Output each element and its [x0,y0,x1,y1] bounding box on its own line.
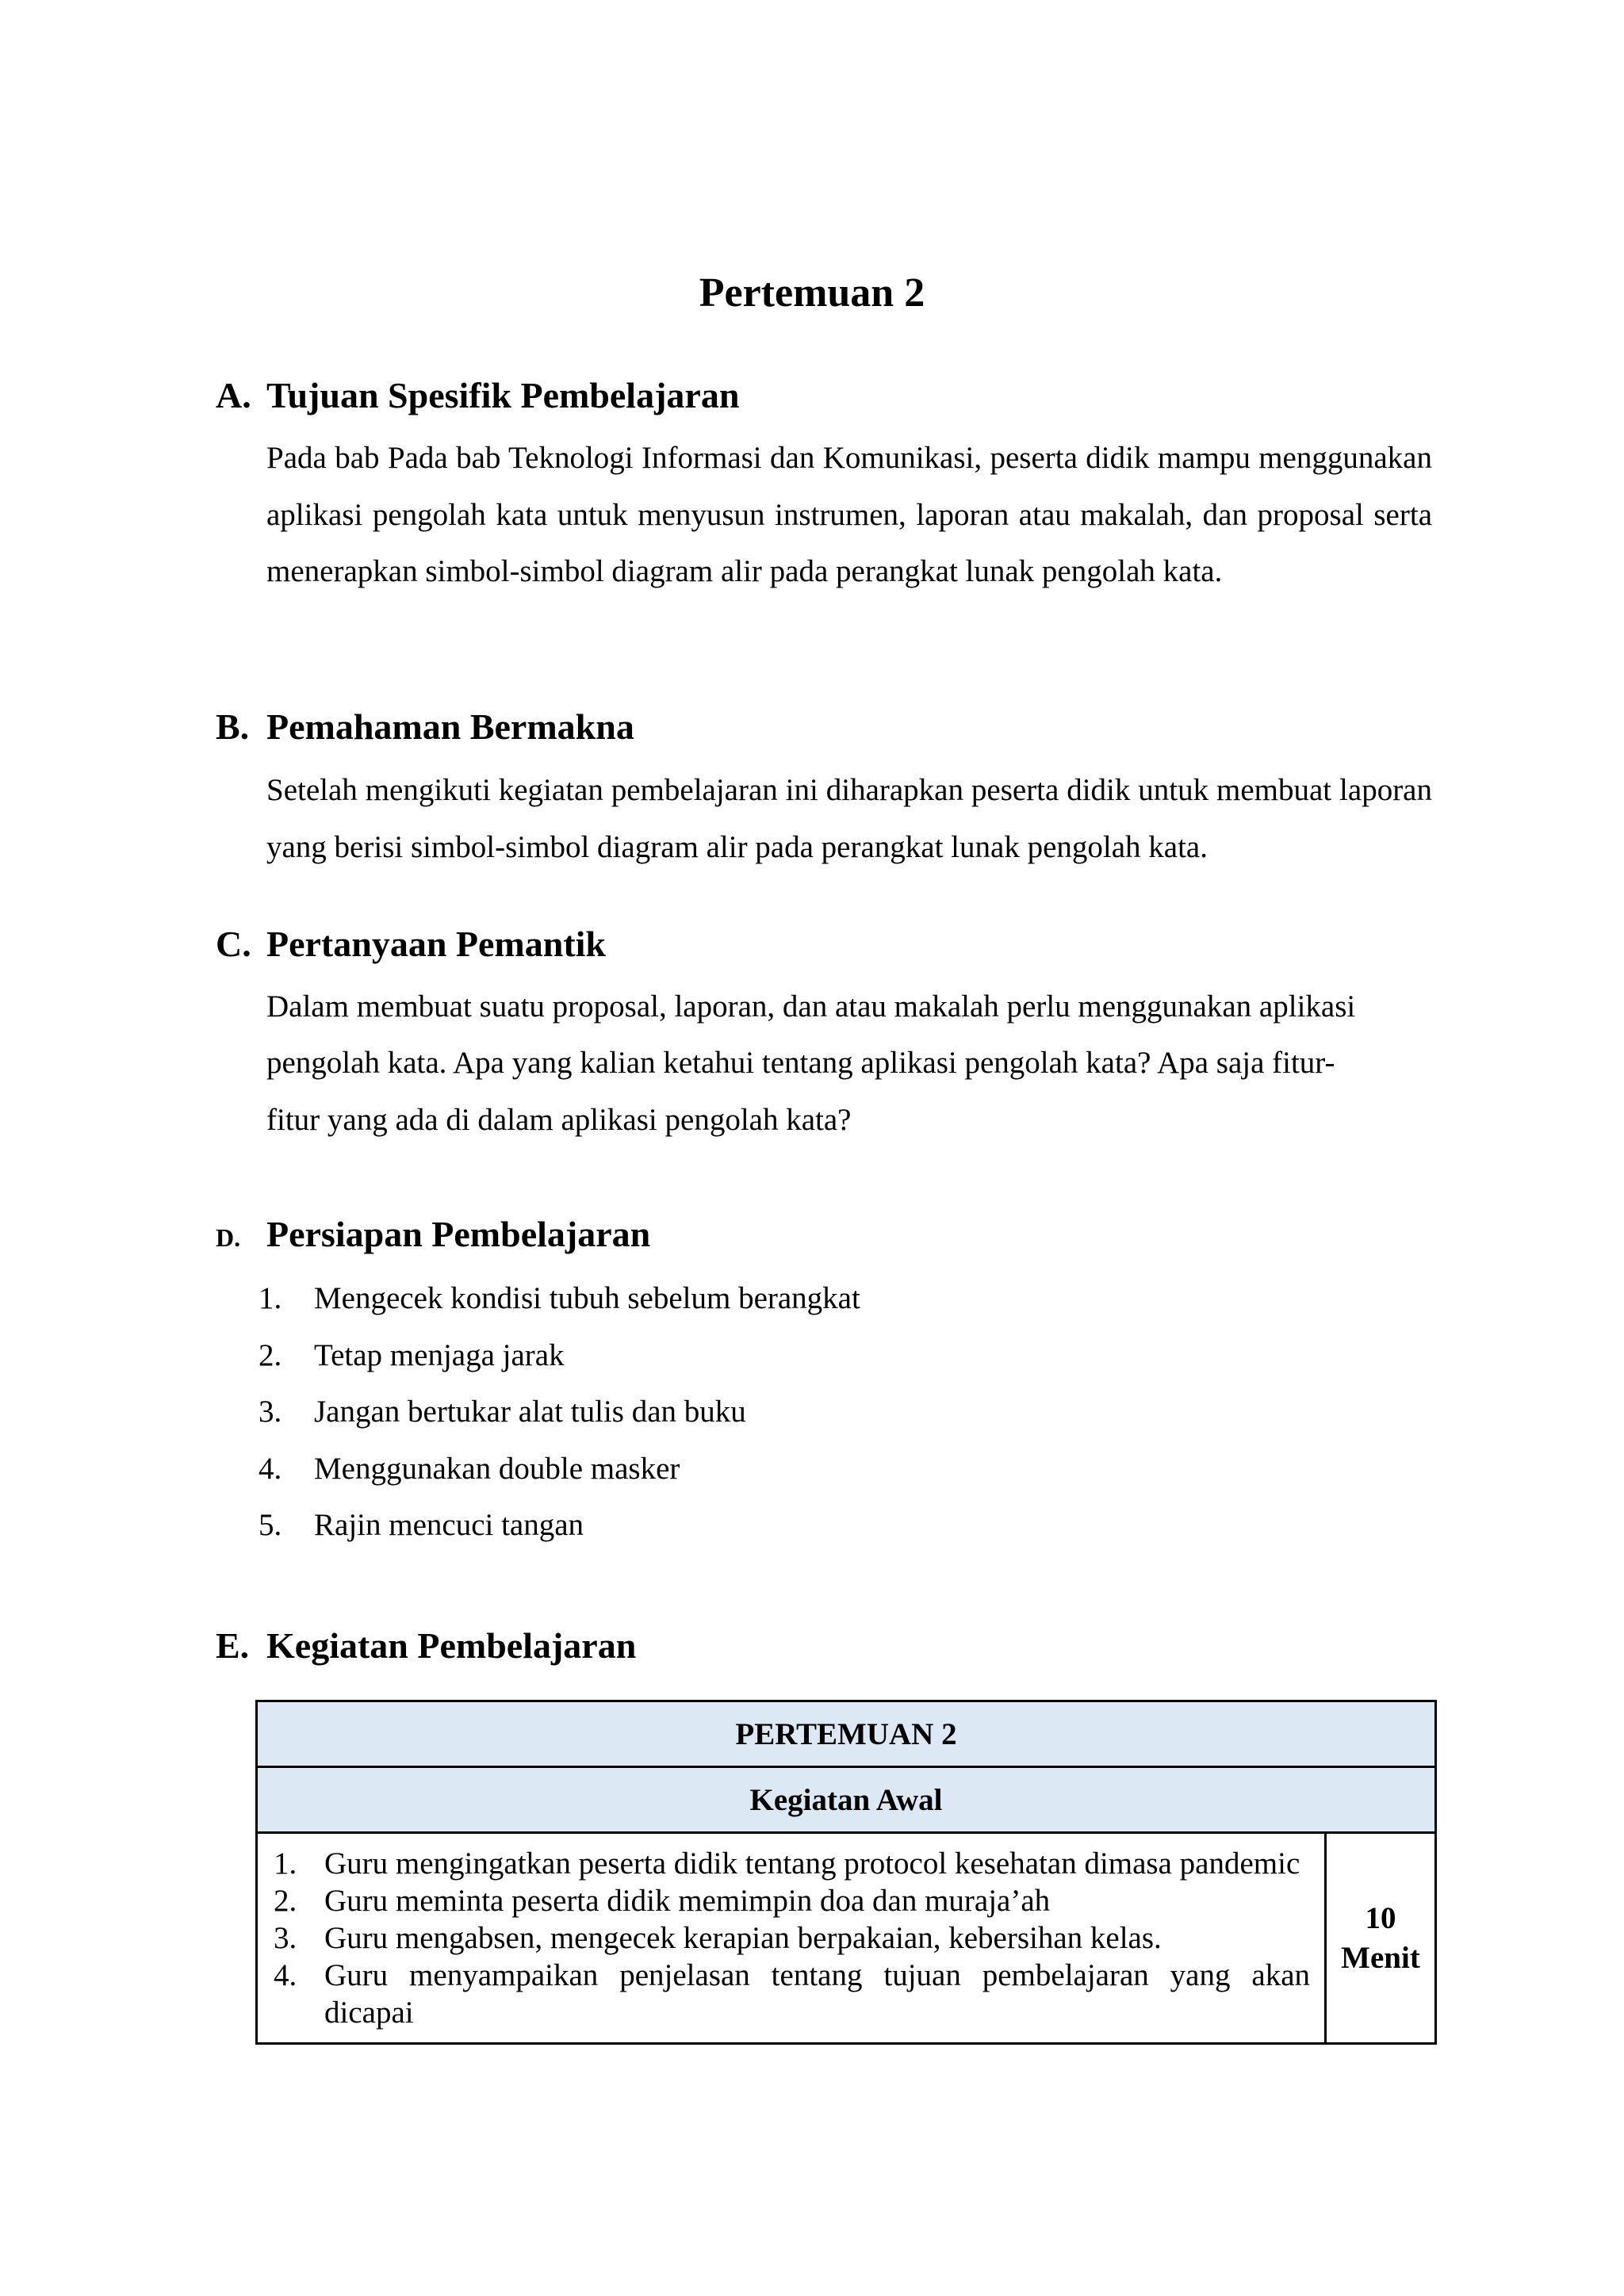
list-item: 2. Tetap menjaga jarak [259,1337,565,1372]
section-a-heading [216,374,739,416]
section-b-text: Setelah mengikuti kegiatan pembelajaran ini diharapkan peserta didik untuk membuat laporan yang berisi simbol-simbol diagram alir pada perangkat lunak pengolah kata. [266,773,1432,864]
duration-unit: Menit [1341,1940,1420,1975]
duration-cell [1326,1833,1436,2044]
section-a-letter: A. [216,375,251,415]
section-e-title: Kegiatan Pembelajaran [266,1625,637,1666]
section-a-title: Tujuan Spesifik Pembelajaran [266,375,740,415]
page-title: Pertemuan 2 [699,270,925,316]
section-d-letter: D. [216,1223,241,1252]
table-title-row [257,1701,1436,1767]
list-item: 3. Jangan bertukar alat tulis dan buku [259,1395,746,1429]
section-d-title: Persiapan Pembelajaran [266,1214,651,1254]
list-item: 1. Guru mengingatkan peserta didik tentang protocol kesehatan dimasa pandemic [274,1846,1300,1881]
activity-table [255,1700,1437,2045]
section-c-title: Pertanyaan Pemantik [266,924,607,964]
section-b-letter: B. [216,706,250,747]
table-title: PERTEMUAN 2 [257,1701,1436,1767]
activity-list [270,1845,1310,2031]
section-a-text: Pada bab Pada bab Teknologi Informasi dan Komunikasi, peserta didik mampu menggunakan aplikasi pengolah kata untuk menyusun instrumen, laporan atau makalah, dan proposal serta menerapkan simbol-simbol diagram alir pada perangkat lunak pengolah kata. [266,441,1432,588]
section-c-line-1: Dalam membuat suatu proposal, laporan, dan atau makalah perlu menggunakan aplikasi [266,989,1356,1024]
section-c-letter: C. [216,924,251,964]
section-c-heading [216,923,606,965]
list-item: 5. Rajin mencuci tangan [259,1508,584,1542]
list-item: 2. Guru meminta peserta didik memimpin doa dan muraja’ah [274,1884,1051,1918]
section-b-title: Pemahaman Bermakna [266,706,634,747]
table-subheading: Kegiatan Awal [257,1767,1436,1833]
section-e-letter: E. [216,1625,250,1666]
list-item: 4. Menggunakan double masker [259,1451,680,1486]
section-d-heading [216,1213,650,1255]
activity-cell [257,1833,1326,2044]
table-subheading-row [257,1767,1436,1833]
list-item: 1. Mengecek kondisi tubuh sebelum berangkat [259,1281,860,1315]
list-item: 3. Guru mengabsen, mengecek kerapian berpakaian, kebersihan kelas. [274,1921,1162,1955]
preparation-list [254,1270,860,1554]
table-row [257,1833,1436,2044]
section-c-line-2: pengolah kata. Apa yang kalian ketahui tentang aplikasi pengolah kata? Apa saja fitur- [266,1046,1335,1080]
section-b-heading [216,706,634,748]
section-c-line-3: fitur yang ada di dalam aplikasi pengolah kata? [266,1103,852,1137]
list-item: 4. Guru menyampaikan penjelasan tentang tujuan pembelajaran yang akan dicapai [274,1958,1310,2030]
duration-value: 10 [1365,1900,1396,1935]
section-e-heading [216,1624,636,1667]
